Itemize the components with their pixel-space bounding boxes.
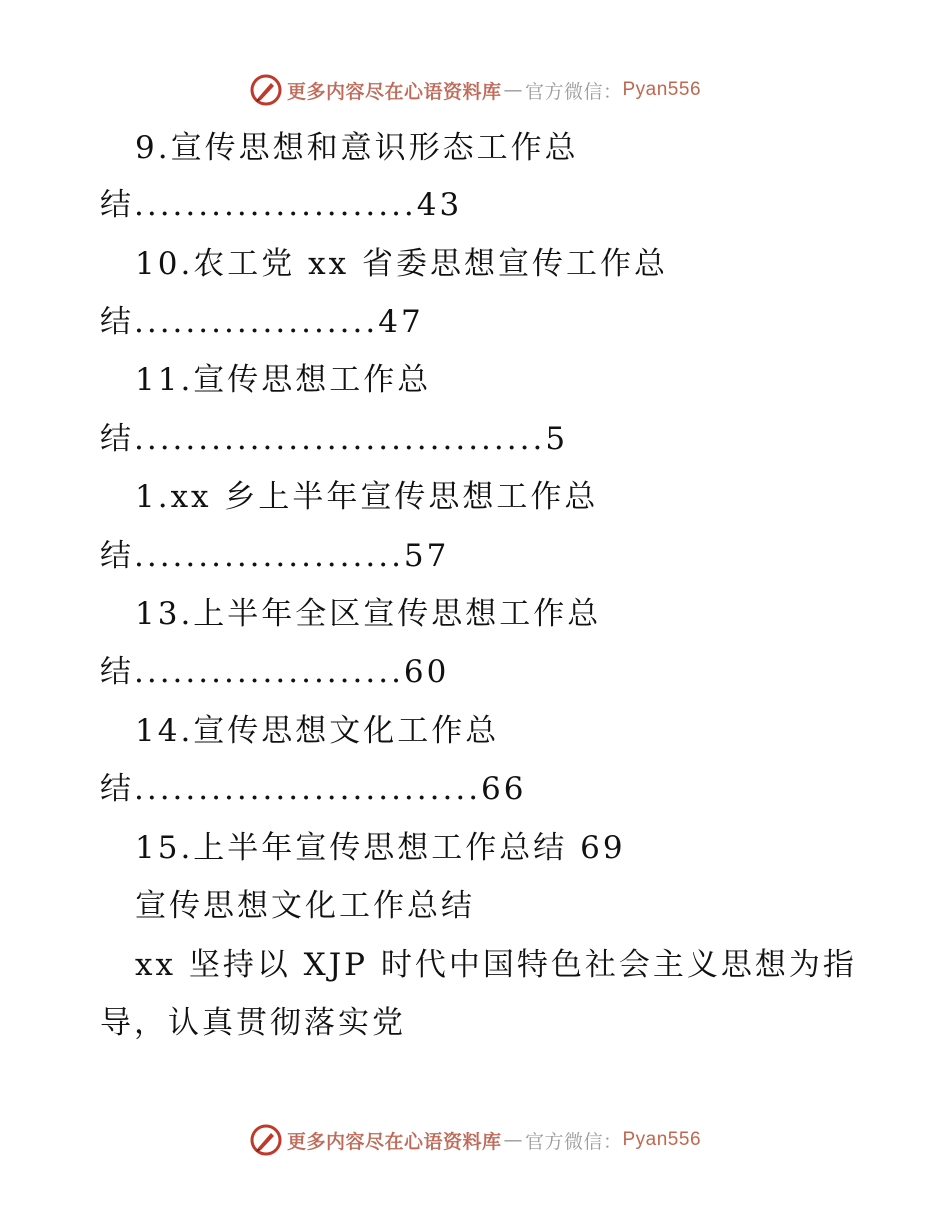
toc-entry-page: 结...........................66: [100, 771, 527, 807]
toc-entry-page: 结......................43: [100, 187, 463, 223]
watermark-contact-id: Pyan556: [622, 79, 702, 100]
watermark-contact-label: 官方微信：: [524, 1130, 623, 1153]
toc-entry-page: 结.....................60: [100, 654, 450, 690]
toc-entry-title: 11.宣传思想工作总: [135, 362, 432, 398]
paragraph-line: 导，认真贯彻落实党: [100, 1005, 406, 1041]
watermark-separator: —: [503, 1129, 523, 1151]
pen-logo-icon: [249, 1123, 283, 1157]
watermark-footer: [0, 1120, 950, 1160]
toc-entry-title: 14.宣传思想文化工作总: [135, 713, 500, 749]
toc-entry-title: 15.上半年宣传思想工作总结 69: [135, 830, 626, 866]
watermark-contact-id: Pyan556: [622, 1129, 702, 1150]
watermark-contact-label: 官方微信：: [524, 80, 623, 103]
paragraph-line: xx 坚持以 XJP 时代中国特色社会主义思想为指: [135, 947, 857, 983]
toc-entry-page: 结................................5: [100, 421, 569, 457]
watermark-separator: —: [503, 79, 523, 101]
toc-entry-title: 10.农工党 xx 省委思想宣传工作总: [135, 246, 668, 282]
toc-entry-title: 1.xx 乡上半年宣传思想工作总: [135, 479, 599, 515]
watermark-header: [0, 70, 950, 110]
toc-entry-title: 9.宣传思想和意识形态工作总: [135, 130, 579, 166]
pen-logo-icon: [249, 73, 283, 107]
watermark-text: 更多内容尽在心语资料库: [286, 80, 502, 103]
toc-entry-page: 结.....................57: [100, 538, 450, 574]
watermark-text: 更多内容尽在心语资料库: [286, 1130, 502, 1153]
section-heading: 宣传思想文化工作总结: [135, 888, 475, 924]
toc-entry-page: 结...................47: [100, 304, 424, 340]
toc-entry-title: 13.上半年全区宣传思想工作总: [135, 596, 602, 632]
